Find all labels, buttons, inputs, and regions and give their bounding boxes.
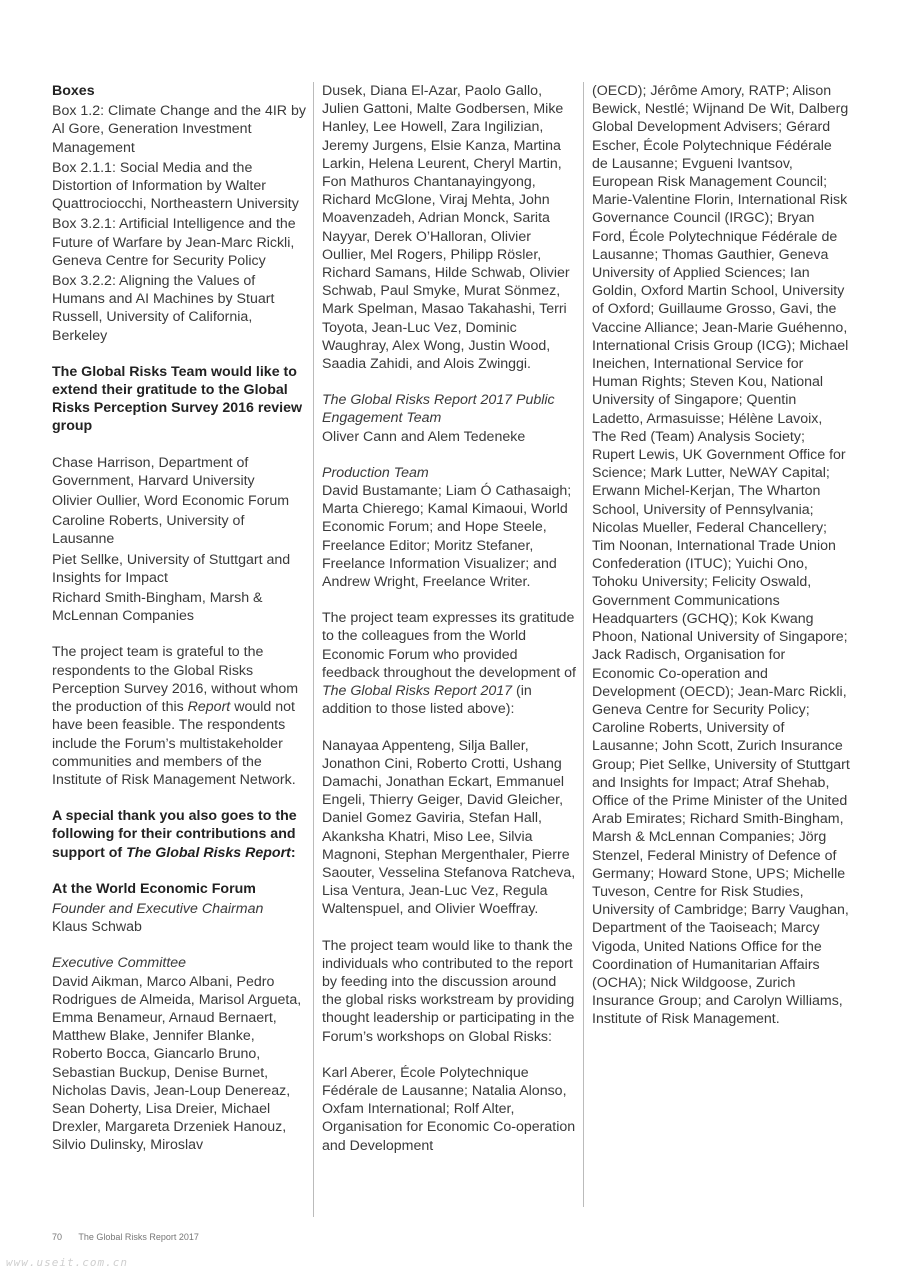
production-team-names: David Bustamante; Liam Ó Cathasaigh; Marta Chierego; Kamal Kimaoui, World Economic Forum; and Hope Steele, Freelance Editor; Moritz Stefaner, Freelance Information Visualizer; and Andrew Wright, Freelance Writer.	[322, 483, 572, 591]
review-group-member: Caroline Roberts, University of Lausanne	[52, 513, 245, 548]
wef-heading: At the World Economic Forum	[52, 880, 256, 897]
founder-name: Klaus Schwab	[52, 919, 142, 936]
box-item: Box 1.2: Climate Change and the 4IR by Al Gore, Generation Investment Management	[52, 103, 306, 156]
column-divider-2	[583, 82, 584, 1207]
founder-role: Founder and Executive Chairman	[52, 900, 264, 917]
review-group-member: Olivier Oullier, Word Economic Forum	[52, 493, 290, 510]
colleague-names: Nanayaa Appenteng, Silja Baller, Jonathon Cini, Roberto Crotti, Ushang Damachi, Jonathan Eckart, Emmanuel Engeli, Thierry Geiger, David Gleicher, Daniel Gomez Gaviria, Stefan Hall, Akanksha Khatri, Miso Lee, Silvia Magnoni, Stephan Mergenthaler, Pierre Saouter, Vesselina Stefanova Ratcheva, Lisa Ventura, Jean-Luc Vez, Regula Waltenspuel, and Olivier Woeffray.	[322, 737, 576, 918]
review-group-member: Piet Sellke, University of Stuttgart and Insights for Impact	[52, 551, 291, 586]
individuals-names-continued: (OECD); Jérôme Amory, RATP; Alison Bewick, Nestlé; Wijnand De Wit, Dalberg Global Development Advisers; Gérard Escher, École Polytechnique Fédérale de Lausanne; Evgueni Ivantsov, European Risk Management Council; Marie-Valentine Florin, International Risk Governance Council (IRGC); Bryan Ford, École Polytechnique Fédérale de Lausanne; Thomas Gauthier, Geneva University of Applied Sciences; Ian Goldin, Oxford Martin School, University of Oxford; Guillaume Grosso, Gavi, the Vaccine Alliance; Jean-Marie Guéhenno, International Crisis Group (ICG); Michael Ineichen, International Service for Human Rights; Steven Kou, National University of Singapore; Quentin Ladetto, Armasuisse; Hélène Lavoix, The Red (Team) Analysis Society; Rupert Lewis, UK Government Office for Science; Mark Lutter, NeWAY Capital; Erwann Michel-Kerjan, The Wharton School, University of Pennsylvania; Nicolas Mueller, Federal Chancellery; Tim Noonan, International Trade Union Confederation (ITUC); Yuichi Ono, Tohoku University; Felicity Oswald, Government Communications Headquarters (GCHQ); Kok Kwang Phoon, National University of Singapore; Jack Radisch, Organisation for Economic Co-operation and Development (OECD); Jean-Marc Rickli, Geneva Centre for Security Policy; Caroline Roberts, University of Lausanne; John Scott, Zurich Insurance Group; Piet Sellke, University of Stuttgart and Insights for Impact; Atraf Shehab, Office of the Prime Minister of the United Arab Emirates; Richard Smith-Bingham, Marsh & McLennan Companies; Jörg Stenzel, Federal Ministry of Defence of Germany; Howard Stone, UPS; Michelle Tuveson, Centre for Risk Studies, University of Cambridge; Barry Vaughan, Department of the Taoiseach; Marcy Vigoda, United Nations Office for the Coordination of Humanitarian Affairs (OCHA); Nick Wildgoose, Zurich Insurance Group; and Carolyn Williams, Institute of Risk Management.	[592, 83, 850, 1028]
production-team-role: Production Team	[322, 464, 429, 481]
special-thanks-heading: A special thank you also goes to the following for their contributions and support of The Global Risks Report:	[52, 808, 297, 861]
box-item: Box 3.2.2: Aligning the Values of Humans and AI Machines by Stuart Russell, University of California, Berkeley	[52, 273, 275, 344]
page-number: 70	[52, 1232, 63, 1242]
column-2	[322, 82, 578, 1155]
watermark: www.useit.com.cn	[6, 1256, 128, 1269]
column-3	[592, 82, 850, 1029]
boxes-heading: Boxes	[52, 83, 95, 99]
page-footer	[52, 1232, 199, 1242]
gratitude-heading: The Global Risks Team would like to extend their gratitude to the Global Risks Perception Survey 2016 review group	[52, 363, 302, 435]
column-1	[52, 82, 308, 1155]
individuals-names: Karl Aberer, École Polytechnique Fédérale de Lausanne; Natalia Alonso, Oxfam International; Rolf Alter, Organisation for Economic Co-operation and Development	[322, 1064, 576, 1154]
column-divider-1	[313, 82, 314, 1217]
exec-committee-role: Executive Committee	[52, 955, 187, 972]
respondents-paragraph: The project team is grateful to the respondents to the Global Risks Perception Survey 2016, without whom the production of this Report would not have been feasible. The respondents include the Forum’s multistakeholder communities and members of the Institute of Risk Management Network.	[52, 644, 299, 788]
engagement-team-names: Oliver Cann and Alem Tedeneke	[322, 428, 526, 445]
box-item: Box 3.2.1: Artificial Intelligence and the Future of Warfare by Jean-Marc Rickli, Geneva Centre for Security Policy	[52, 216, 296, 269]
footer-report-title: The Global Risks Report 2017	[78, 1232, 199, 1242]
review-group-member: Richard Smith-Bingham, Marsh & McLennan Companies	[52, 590, 263, 625]
engagement-team-role: The Global Risks Report 2017 Public Engagement Team	[322, 392, 555, 427]
exec-committee-names: David Aikman, Marco Albani, Pedro Rodrigues de Almeida, Marisol Argueta, Emma Benameur, Arnaud Bernaert, Matthew Blake, Jennifer Blanke, Roberto Bocca, Giancarlo Bruno, Sebastian Buckup, Denise Burnet, Nicholas Davis, Jean-Loup Denereaz, Sean Doherty, Lisa Dreier, Michael Drexler, Margareta Drzeniek Hanouz, Silvio Dulinsky, Miroslav	[52, 973, 302, 1154]
colleagues-paragraph: The project team expresses its gratitude to the colleagues from the World Economic Forum who provided feedback throughout the development of The Global Risks Report 2017 (in addition to those listed above):	[322, 610, 576, 718]
box-item: Box 2.1.1: Social Media and the Distortion of Information by Walter Quattrociocchi, Northeastern University	[52, 159, 299, 213]
review-group-member: Chase Harrison, Department of Government, Harvard University	[52, 454, 255, 489]
individuals-intro: The project team would like to thank the individuals who contributed to the report by feeding into the discussion around the global risks workstream by providing thought leadership or participating in the Forum’s workshops on Global Risks:	[322, 937, 575, 1045]
exec-committee-names-continued: Dusek, Diana El-Azar, Paolo Gallo, Julien Gattoni, Malte Godbersen, Mike Hanley, Lee Howell, Zara Ingilizian, Jeremy Jurgens, Elsie Kanza, Martina Larkin, Helena Leurent, Cheryl Martin, Fon Mathuros Chantanayingyong, Richard McGlone, Viraj Mehta, John Moavenzadeh, Adrian Monck, Sarita Nayyar, Derek O’Halloran, Olivier Oullier, Mel Rogers, Philipp Rösler, Richard Samans, Hilde Schwab, Olivier Schwab, Paul Smyke, Murat Sönmez, Mark Spelman, Masao Takahashi, Terri Toyota, Jean-Luc Vez, Dominic Waughray, Alex Wong, Justin Wood, Saadia Zahidi, and Alois Zwinggi.	[322, 83, 570, 373]
